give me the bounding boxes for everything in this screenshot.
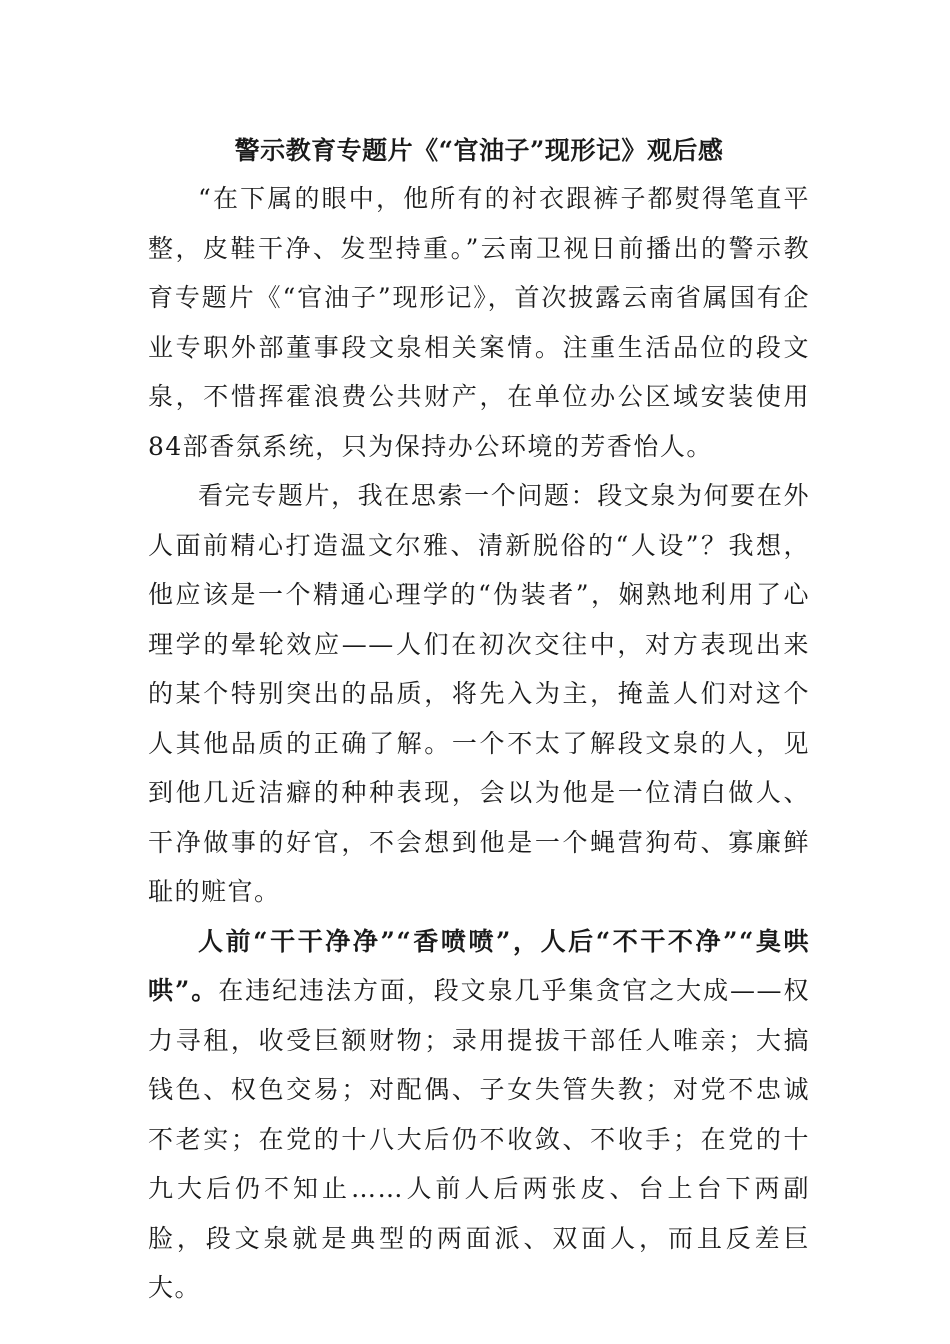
paragraph-2-text: 看完专题片，我在思索一个问题：段文泉为何要在外人面前精心打造温文尔雅、清新脱俗的“人设”？我想，他应该是一个精通心理学的“伪装者”，娴熟地利用了心理学的晕轮效应——人们在初次交往中，对方表现出来的某个特别突出的品质，将先入为主，掩盖人们对这个人其他品质的正确了解。一个不太了解段文泉的人，见到他几近洁癖的种种表现，会以为他是一位清白做人、干净做事的好官，不会想到他是一个蝇营狗苟、寡廉鲜耻的赃官。	[148, 481, 810, 906]
document-page	[148, 128, 810, 1313]
paragraph-1	[148, 174, 810, 471]
paragraph-2	[148, 471, 810, 917]
paragraph-3-bold-lead: 人前“干干净净”“香喷喷”，人后“不干不净”“臭哄哄”。	[148, 926, 810, 1005]
paragraph-1-text: “在下属的眼中，他所有的衬衣跟裤子都熨得笔直平整，皮鞋干净、发型持重。”云南卫视日前播出的警示教育专题片《“官油子”现形记》，首次披露云南省属国有企业专职外部董事段文泉相关案情。注重生活品位的段文泉，不惜挥霍浪费公共财产，在单位办公区域安装使用84部香氛系统，只为保持办公环境的芳香怡人。	[148, 184, 810, 461]
paragraph-3	[148, 917, 810, 1313]
paragraph-3-text: 在违纪违法方面，段文泉几乎集贪官之大成——权力寻租，收受巨额财物；录用提拔干部任人唯亲；大搞钱色、权色交易；对配偶、子女失管失教；对党不忠诚不老实；在党的十八大后仍不收敛、不收手；在党的十九大后仍不知止……人前人后两张皮、台上台下两副脸，段文泉就是典型的两面派、双面人，而且反差巨大。	[148, 976, 810, 1302]
document-title: 警示教育专题片《“官油子”现形记》观后感	[234, 136, 724, 165]
